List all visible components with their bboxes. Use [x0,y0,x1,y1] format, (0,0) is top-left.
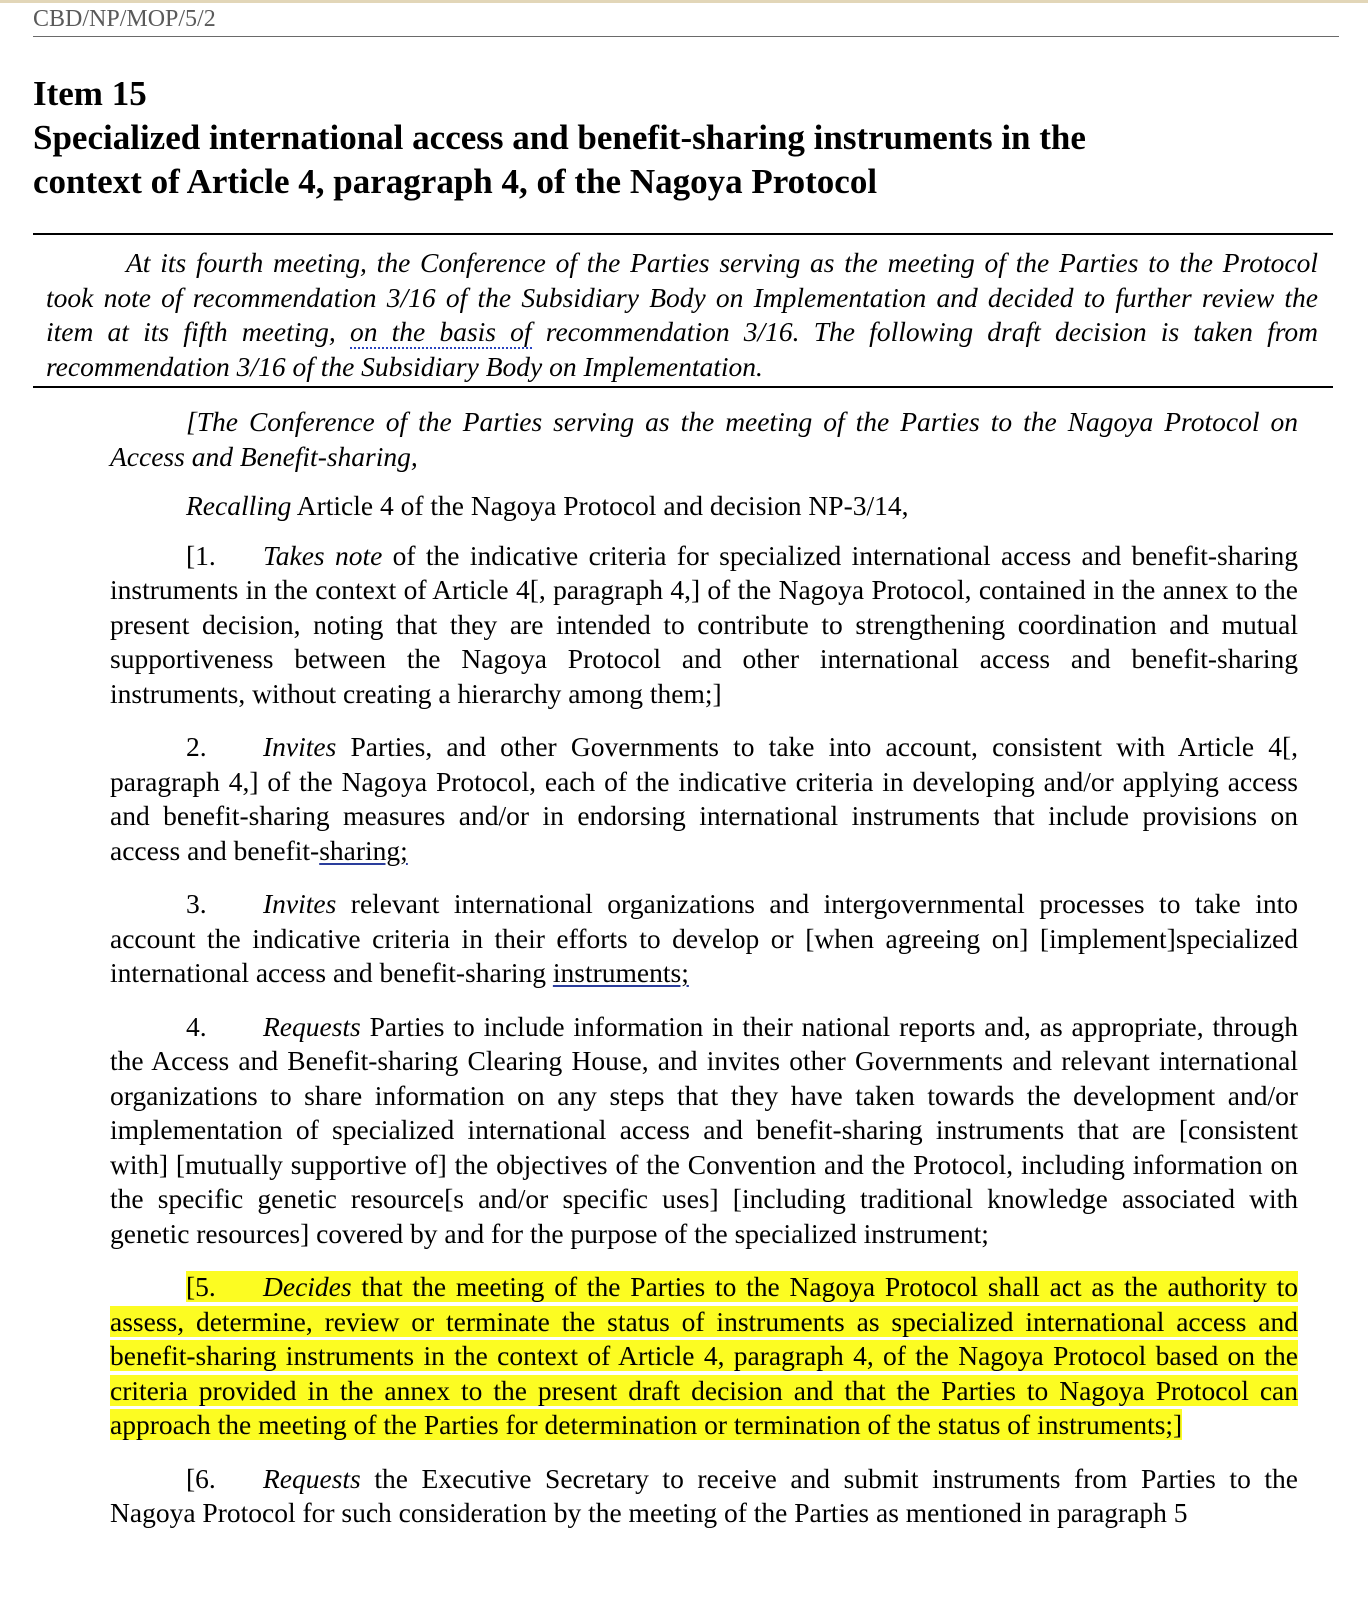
paragraph-text: the Executive Secretary to receive and submit instruments from Parties to the Nagoya Protocol for such consideration by the meeting of the Parties as mentioned in paragraph 5 [110,1462,1298,1528]
preamble-text: [The Conference of the Parties serving as the meeting of the Parties to the Nagoya Protocol on Access and Benefit-sharing, [110,406,1298,472]
intro-text-2: recommendation 3/16. The following draft decision is taken from recommendation 3/16 of the Subsidiary Body on Implementation. [46,316,1319,382]
paragraph-number: 2. [186,731,207,762]
paragraph-number: [1. [186,539,216,571]
operative-paragraph-3 [110,887,1298,991]
paragraph-text: Parties, and other Governments to take into account, consistent with Article 4[, paragraph 4,] of the Nagoya Protocol, each of the indicative criteria in developing and/or applying access and benefit-sharing measures and/or in endorsing international instruments that include provisions on access and benefit- [110,731,1298,866]
recalling-text: Article 4 of the Nagoya Protocol and decision NP-3/14, [296,490,909,521]
intro-paragraph [46,246,1318,384]
intro-top-rule [33,233,1333,235]
paragraph-number: 3. [186,888,207,919]
operative-paragraph-2 [110,730,1298,868]
operative-paragraph-5-highlighted [110,1270,1298,1443]
paragraph-verb: Requests [263,1462,361,1494]
recalling-paragraph [110,489,1298,524]
operative-paragraph-4 [110,1010,1298,1252]
paragraph-text: relevant international organizations and intergovernmental processes to take into account the indicative criteria in their efforts to develop or [when agreeing on] [implement]specialized international access and benefit-sharing [110,888,1298,988]
preamble [110,405,1298,474]
paragraph-text: of the indicative criteria for specialized international access and benefit-sharing instruments in the context of Article 4[, paragraph 4,] of the Nagoya Protocol, contained in the annex to the present decision, noting that they are intended to contribute to strengthening coordination and mutual supportiveness between the Nagoya Protocol and other international access and benefit-sharing instruments, without creating a hierarchy among them;] [110,539,1299,709]
paragraph-text: that the meeting of the Parties to the Nagoya Protocol shall act as the authority to assess, determine, review or terminate the status of instruments as specialized international access and benefit-sharing instruments in the context of Article 4, paragraph 4, of the Nagoya Protocol based on the criteria provided in the annex to the present draft decision and that the Parties to Nagoya Protocol can approach the meeting of the Parties for determination or termination of the status of instruments;] [110,1271,1299,1440]
intro-bottom-rule [33,386,1333,388]
highlighted-text [110,1271,1298,1440]
paragraph-verb: Decides [263,1271,352,1302]
intro-text-1: At its fourth meeting, the Conference of the Parties serving as the meeting of the Parties to the Protocol took note of recommendation 3/16 of the Subsidiary Body on Implementation and decided to further review the item at its fifth meeting, [46,247,1318,347]
tracked-change-underline[interactable]: instruments; [552,957,689,988]
paragraph-verb: Requests [263,1010,361,1042]
top-border [0,0,1368,3]
document-symbol: CBD/NP/MOP/5/2 [33,4,1339,37]
paragraph-text: Parties to include information in their national reports and, as appropriate, through the Access and Benefit-sharing Clearing House, and invites other Governments and relevant international organizations to share information on any steps that they have taken towards the development and/or implementation of specialized international access and benefit-sharing instruments that are [consistent with] [mutually supportive of] the objectives of the Convention and the Protocol, including information on the specific genetic resource[s and/or specific uses] [including traditional knowledge associated with genetic resources] covered by and for the purpose of the specialized instrument; [110,1010,1299,1249]
operative-paragraph-6 [110,1462,1298,1531]
item-title-line-2: context of Article 4, paragraph 4, of the Nagoya Protocol [33,162,878,201]
intro-link[interactable]: on the basis of [349,316,532,347]
paragraph-verb: Takes note [263,539,383,571]
item-title-line-1: Specialized international access and benefit-sharing instruments in the [33,118,1086,157]
paragraph-number: [5. [186,1271,216,1302]
paragraph-verb: Invites [263,731,337,762]
draft-decision [110,405,1298,1546]
recalling-verb: Recalling [186,490,292,521]
paragraph-number: 4. [186,1010,207,1042]
item-number: Item 15 [33,74,147,113]
agenda-item-heading [33,72,1333,204]
operative-paragraph-1 [110,539,1298,712]
paragraph-verb: Invites [263,888,337,919]
tracked-change-underline[interactable]: sharing; [319,834,408,866]
paragraph-number: [6. [186,1462,216,1494]
